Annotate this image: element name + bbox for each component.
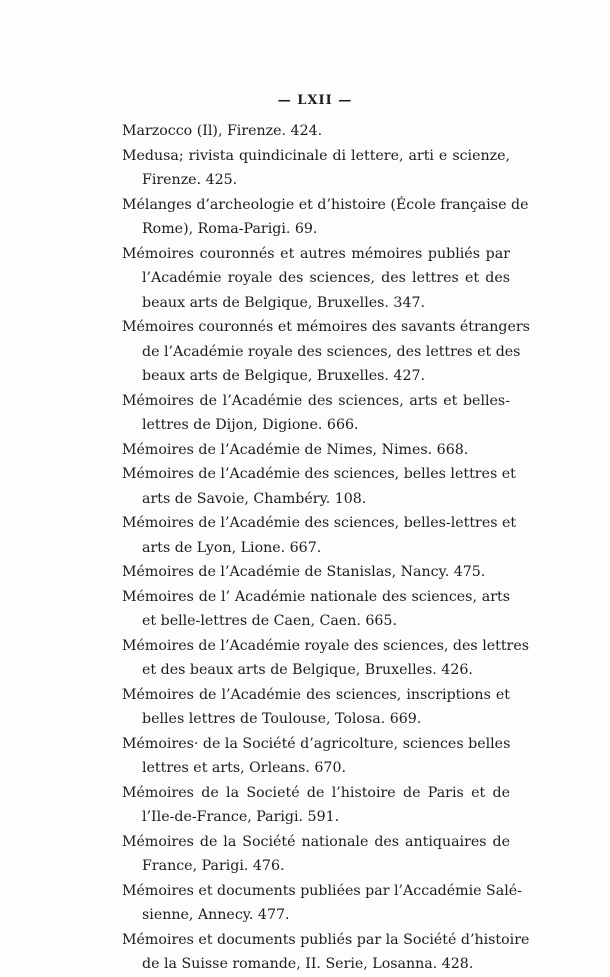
entry-line: Mémoires de l’Académie des sciences, belles-lettres et [122,515,517,531]
entry-line: Mémoires de l’Académie des sciences, belles lettres et [122,466,516,482]
index-entry [122,144,510,193]
entry-line: Mémoires de la Societé de l’histoire de Paris et de [122,784,510,801]
index-entry [122,462,516,511]
entry-line: Mémoires· de la Société d’agricolture, sciences belles [122,735,511,752]
entry-line: Mémoires et documents publiés par la Société d’histoire [122,931,530,948]
entry-continuation-line: Rome), Roma-Parigi. 69. [142,221,318,237]
entry-line: Mémoires de l’Académie royale des sciences, des lettres [122,637,529,654]
entry-continuation-line: l’Académie royale des sciences, des lettres et des [142,270,510,286]
index-entry [122,781,510,830]
entry-line: Marzocco (Il), Firenze. 424. [122,123,323,139]
entry-continuation-line: de la Suisse romande, II. Serie, Losanna. 428. [142,956,474,972]
entry-line: Mémoires couronnés et autres mémoires publiés par [122,245,510,262]
entry-line: Mémoires de l’Académie de Nimes, Nimes. 668. [122,441,469,458]
index-entry [122,830,510,879]
index-entry [122,732,510,781]
entry-line: Mémoires et documents publiées par l’Accadémie Salé- [122,882,522,899]
index-entries [122,119,530,977]
index-entry [122,634,529,683]
entry-continuation-line: l’Ile-de-France, Parigi. 591. [142,809,340,825]
entry-line: Mélanges d’archeologie et d’histoire (École française de [122,196,529,213]
index-entry [122,119,510,144]
entry-continuation-line: arts de Lyon, Lione. 667. [142,539,322,556]
index-entry [122,193,529,242]
index-entry [122,389,510,438]
entry-continuation-line: et belle-lettres de Caen, Caen. 665. [142,613,397,629]
entry-continuation-line: beaux arts de Belgique, Bruxelles. 427. [142,368,426,384]
index-entry [122,683,510,732]
entry-continuation-line: belles lettres de Toulouse, Tolosa. 669. [142,711,422,727]
entry-line: Mémoires de l’ Académie nationale des sciences, arts [122,588,510,605]
entry-line: Mémoires de l’Académie des sciences, arts et belles- [122,392,510,409]
entry-continuation-line: arts de Savoie, Chambéry. 108. [142,490,367,507]
entry-line: Mémoires de l’Académie des sciences, inscriptions et [122,686,510,703]
index-entry [122,242,510,316]
entry-continuation-line: lettres et arts, Orleans. 670. [142,760,346,776]
index-entry [122,585,510,634]
entry-line: Medusa; rivista quindicinale di lettere, arti e scienze, [122,147,510,164]
entry-continuation-line: Firenze. 425. [142,172,238,188]
entry-line: Mémoires de la Société nationale des antiquaires de [122,833,510,850]
index-entry [122,438,510,463]
entry-continuation-line: et des beaux arts de Belgique, Bruxelles. 426. [142,662,473,678]
entry-continuation-line: France, Parigi. 476. [142,858,285,874]
index-entry [122,879,522,928]
entry-line: Mémoires de l’Académie de Stanislas, Nancy. 475. [122,564,486,580]
index-entry [122,928,530,977]
entry-line: Mémoires couronnés et mémoires des savants étrangers [122,319,530,335]
entry-continuation-line: sienne, Annecy. 477. [142,907,290,923]
entry-continuation-line: beaux arts de Belgique, Bruxelles. 347. [142,294,426,311]
entry-continuation-line: lettres de Dijon, Digione. 666. [142,417,359,433]
index-entry [122,560,510,585]
index-entry [122,511,517,560]
page-number: — LXII — [277,93,353,108]
index-entry [122,315,530,389]
entry-continuation-line: de l’Académie royale des sciences, des lettres et des [142,343,521,360]
